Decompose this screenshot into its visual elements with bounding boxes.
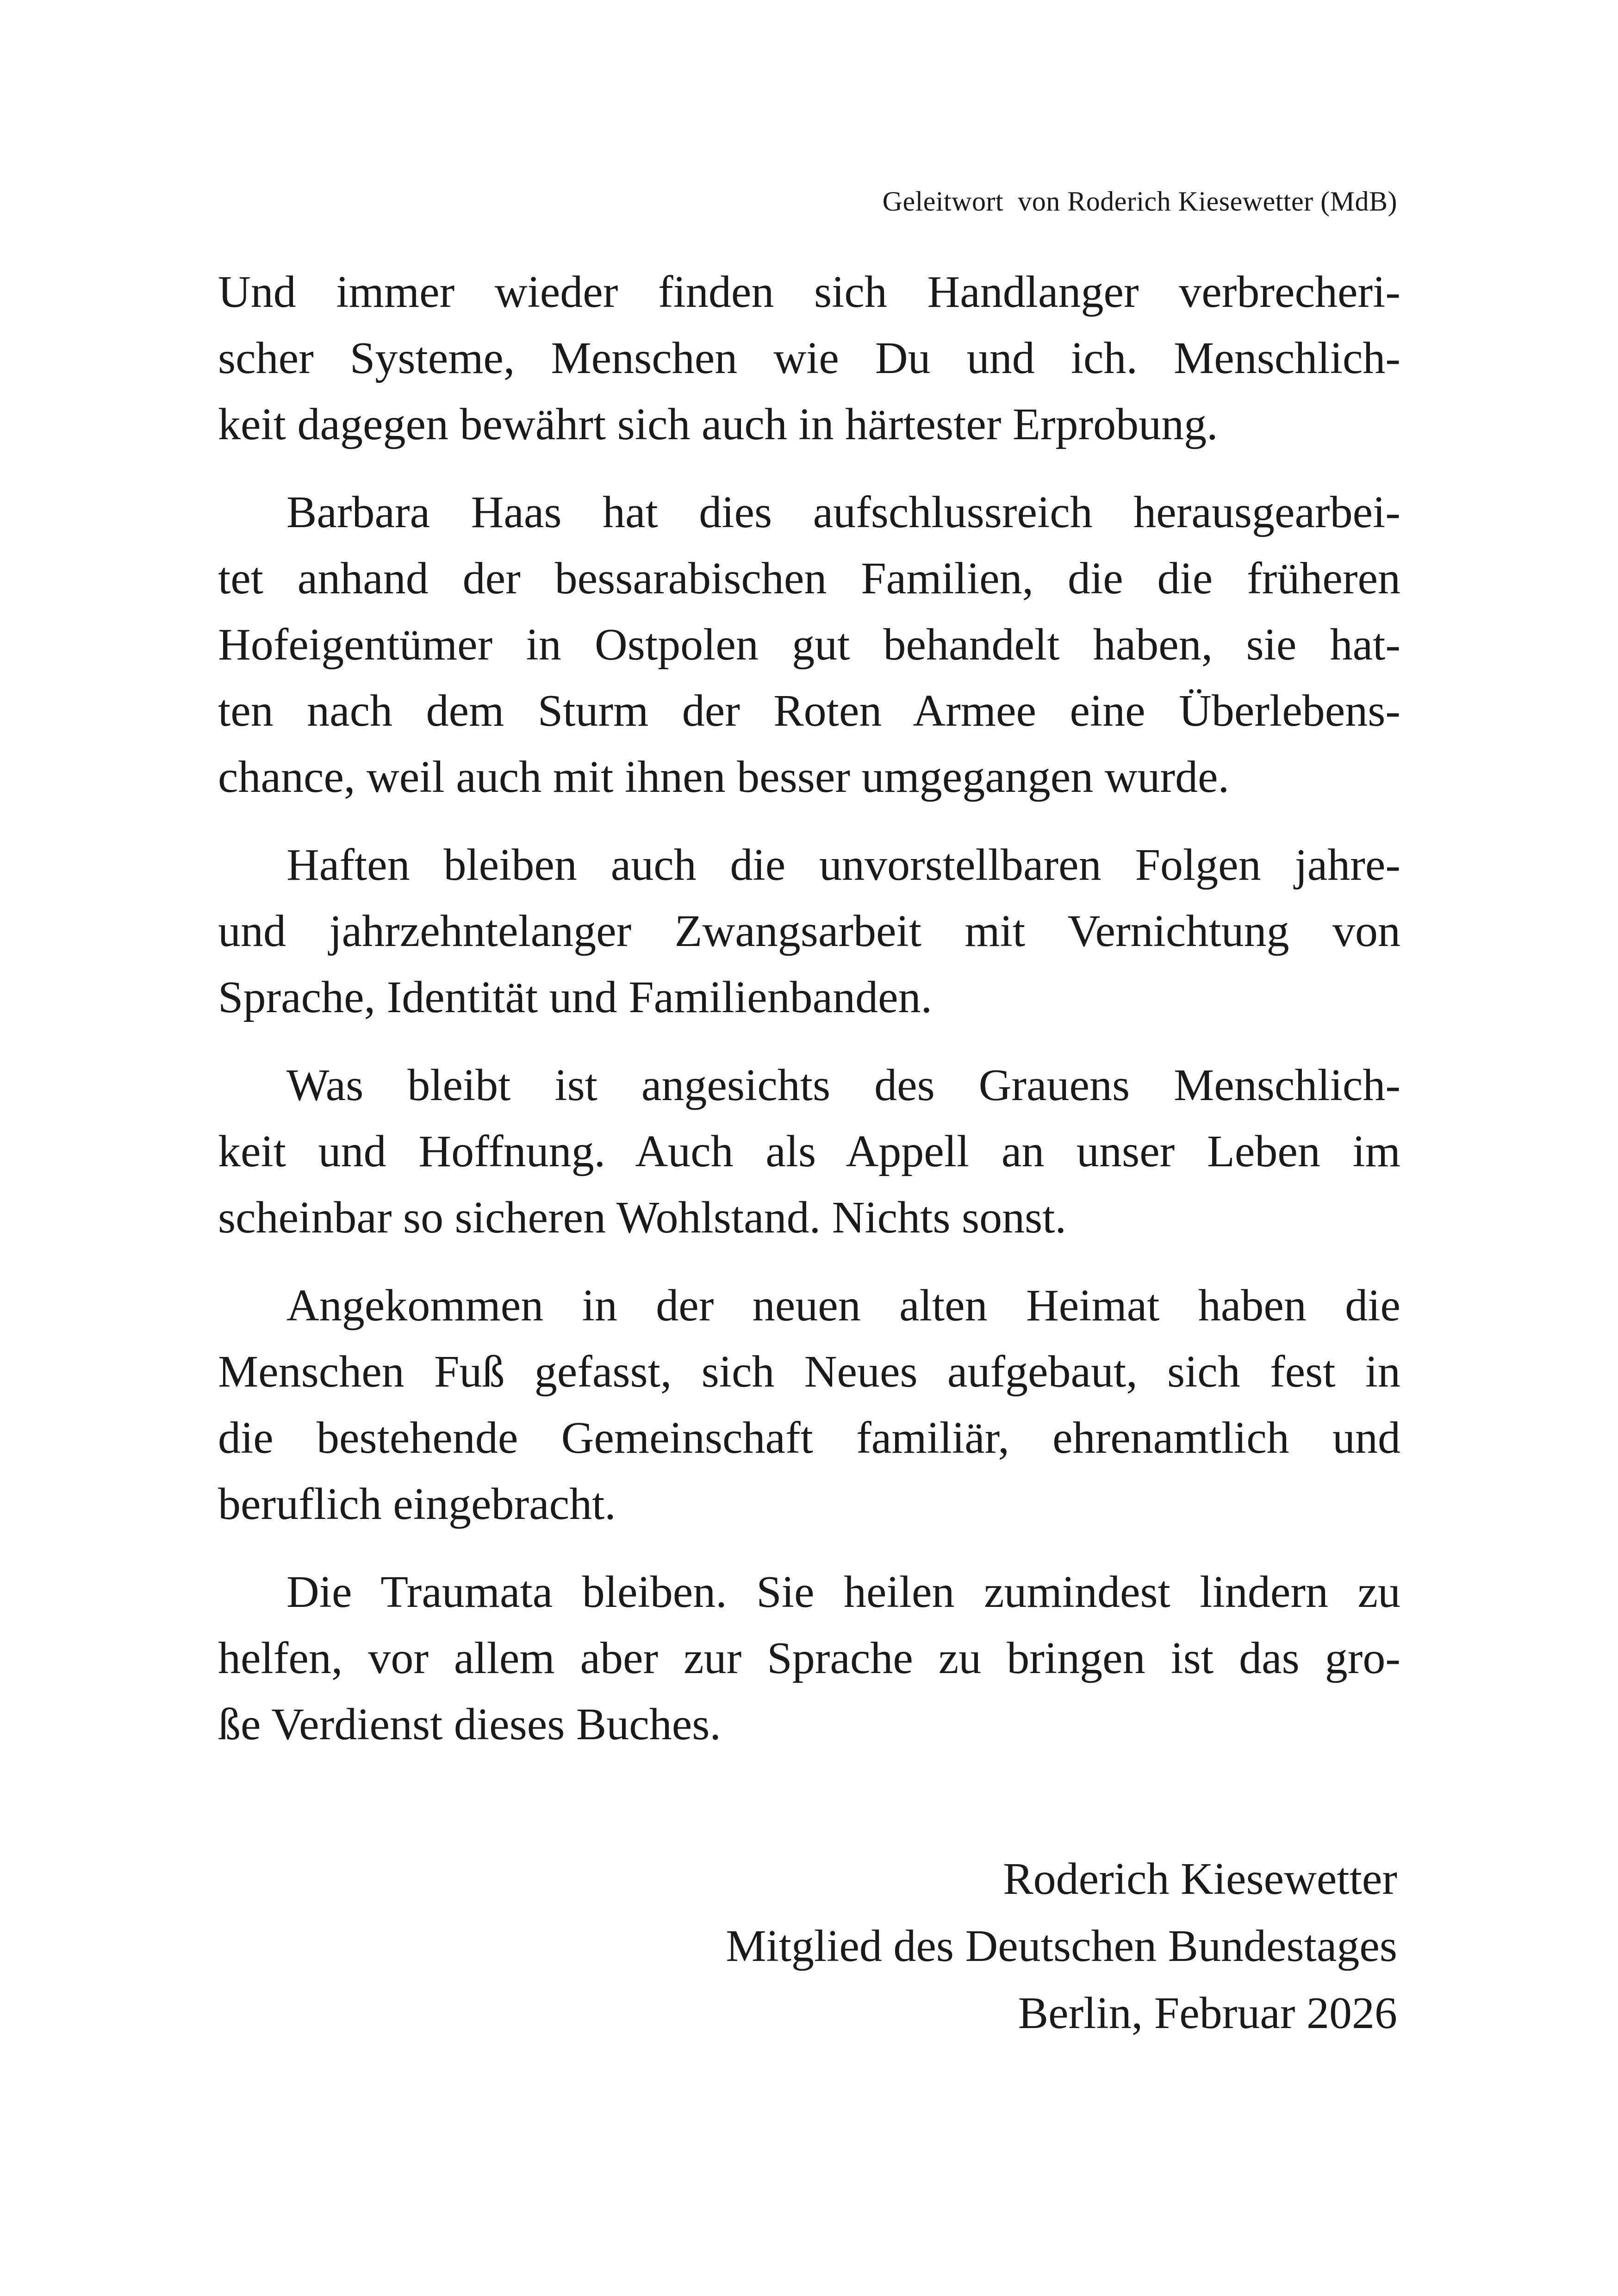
paragraph (218, 1052, 1400, 1251)
text-line: die bestehende Gemeinschaft familiär, ehrenamtlich und (218, 1413, 1400, 1463)
paragraph (218, 479, 1400, 810)
text-line: Barbara Haas hat dies aufschlussreich herausgearbei- (286, 487, 1400, 537)
text-line: ten nach dem Sturm der Roten Armee eine Überlebens- (218, 686, 1400, 736)
text-line: Angekommen in der neuen alten Heimat haben die (286, 1281, 1400, 1331)
text-line: beruflich eingebracht. (218, 1479, 616, 1529)
text-line: Menschen Fuß gefasst, sich Neues aufgebaut, sich fest in (218, 1347, 1400, 1397)
paragraph (218, 1273, 1400, 1537)
text-line: und jahrzehntelanger Zwangsarbeit mit Vernichtung von (218, 906, 1400, 956)
signature-role: Mitglied des Deutschen Bundestages (726, 1921, 1397, 1971)
text-line: Haften bleiben auch die unvorstellbaren Folgen jahre- (286, 840, 1400, 890)
paragraph (218, 259, 1400, 458)
text-line: chance, weil auch mit ihnen besser umgegangen wurde. (218, 752, 1230, 802)
text-line: keit dagegen bewährt sich auch in härtester Erprobung. (218, 399, 1218, 449)
text-line: Und immer wieder finden sich Handlanger verbrecheri- (218, 267, 1400, 317)
text-line: helfen, vor allem aber zur Sprache zu bringen ist das gro- (218, 1633, 1400, 1683)
text-line: Was bleibt ist angesichts des Grauens Menschlich- (286, 1060, 1400, 1110)
signature-name: Roderich Kiesewetter (1003, 1854, 1397, 1904)
text-line: keit und Hoffnung. Auch als Appell an unser Leben im (218, 1126, 1400, 1176)
text-line: Hofeigentümer in Ostpolen gut behandelt haben, sie hat- (218, 620, 1400, 670)
text-line: Sprache, Identität und Familienbanden. (218, 972, 933, 1022)
text-line: ße Verdienst dieses Buches. (218, 1699, 721, 1749)
signature-place-date: Berlin, Februar 2026 (1018, 1988, 1397, 2038)
text-line: Die Traumata bleiben. Sie heilen zumindest lindern zu (286, 1567, 1400, 1617)
paragraph (218, 1559, 1400, 1758)
text-line: scher Systeme, Menschen wie Du und ich. Menschlich- (218, 333, 1400, 383)
text-line: scheinbar so sicheren Wohlstand. Nichts sonst. (218, 1193, 1066, 1243)
paragraph (218, 832, 1400, 1031)
running-header: Geleitwort von Roderich Kiesewetter (MdB) (882, 186, 1397, 217)
signature-block (726, 1846, 1397, 2047)
text-line: tet anhand der bessarabischen Familien, die die früheren (218, 554, 1400, 604)
foreword-body (218, 259, 1400, 1780)
